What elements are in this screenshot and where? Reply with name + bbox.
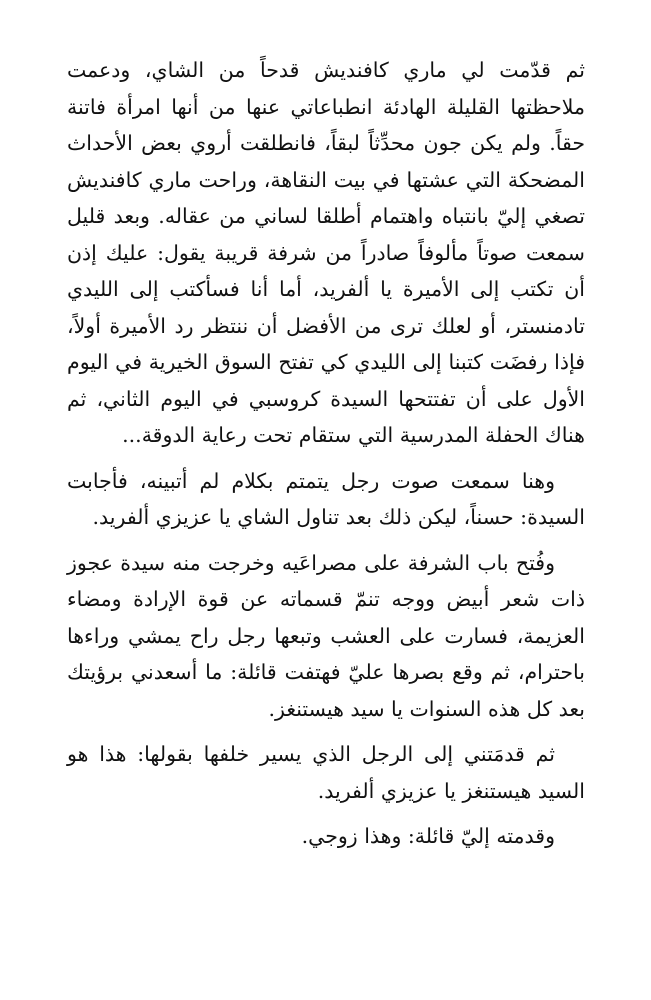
- paragraph-husband: وقدمته إليّ قائلة: وهذا زوجي.: [301, 824, 555, 848]
- paragraph-tea-and-conversation: ثم قدّمت لي ماري كافنديش قدحاً من الشاي، ودعمت ملاحظتها القليلة الهادئة انطباعاتي عنها من أنها امرأة فاتنة حقاً. ولم يكن جون محدِّثاً لبقاً، فانطلقت أروي بعض الأحداث المضحكة التي عشتها في بيت النقاهة، وراحت ماري كافنديش تصغي إليّ بانتباه واهتمام أطلقا لساني من عقاله. وبعد قليل سمعت صوتاً مألوفاً صادراً من شرفة قريبة يقول: عليك إذن أن تكتب إلى الأميرة يا ألفريد، أما أنا فسأكتب إلى الليدي تادمنستر، أو لعلك ترى من الأفضل أن ننتظر رد الأميرة أولاً، فإذا رفضَت كتبنا إلى الليدي كي تفتح السوق الخيرية في اليوم الأول على أن تفتتحها السيدة كروسبي في اليوم الثاني، ثم هناك الحفلة المدرسية التي ستقام تحت رعاية الدوقة...: [67, 58, 585, 447]
- paragraph-introduction: ثم قدمَتني إلى الرجل الذي يسير خلفها بقولها: هذا هو السيد هيستنغز يا عزيزي ألفريد.: [67, 742, 585, 803]
- paragraph-man-murmurs: وهنا سمعت صوت رجل يتمتم بكلام لم أتبينه، فأجابت السيدة: حسناً، ليكن ذلك بعد تناول الشاي يا عزيزي ألفريد.: [67, 468, 585, 529]
- book-page: [67, 52, 585, 855]
- paragraph-old-lady-enters: وفُتح باب الشرفة على مصراعَيه وخرجت منه سيدة عجوز ذات شعر أبيض ووجه تنمّ قسماته عن قوة الإرادة ومضاء العزيمة، فسارت على العشب وتبعها رجل راح يمشي وراءها باحترام، ثم وقع بصرها عليّ فهتفت قائلة: ما أسعدني برؤيتك بعد كل هذه السنوات يا سيد هيستنغز.: [67, 550, 585, 721]
